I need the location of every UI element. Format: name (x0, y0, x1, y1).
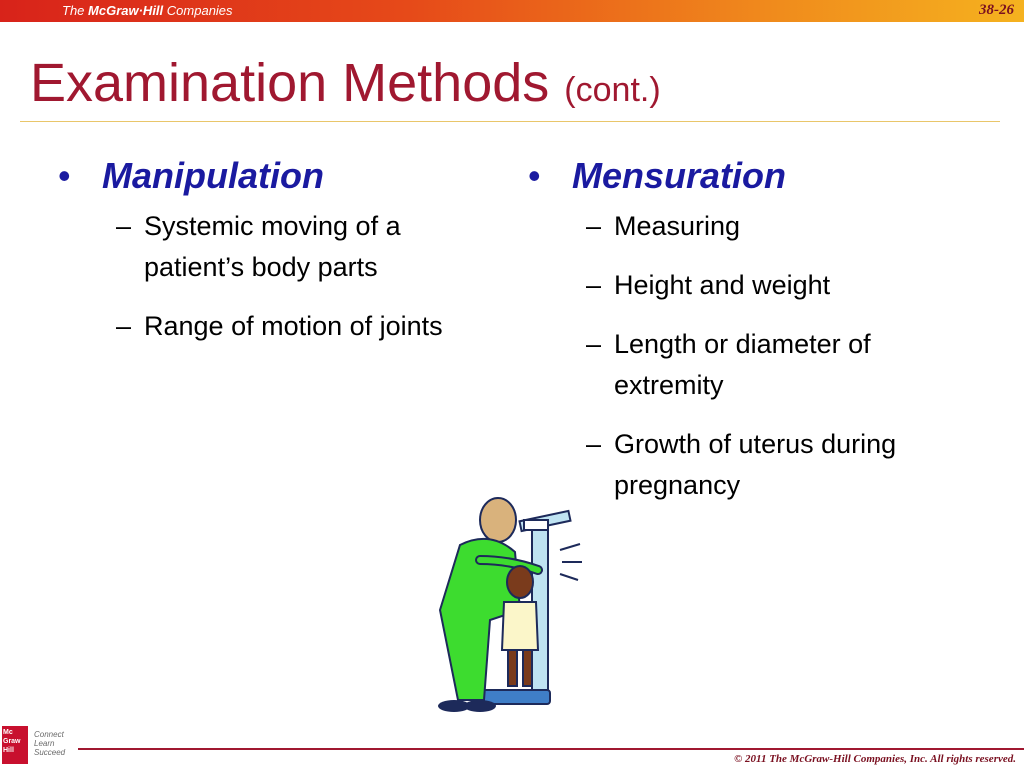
list-item: – Systemic moving of a patient’s body parts (116, 211, 401, 282)
right-heading-text: Mensuration (572, 155, 787, 196)
left-column (58, 154, 498, 365)
logo-line: Graw (3, 738, 21, 745)
brand-logo-text (62, 3, 233, 18)
left-subitems (58, 206, 498, 347)
list-item: – Height and weight (586, 270, 831, 300)
list-item: – Length or diameter of extremity (586, 329, 871, 400)
copyright-text: © 2011 The McGraw-Hill Companies, Inc. All rights reserved. (734, 753, 1016, 765)
mcgraw-hill-logo (2, 726, 28, 764)
brand-suffix: Companies (166, 3, 233, 18)
list-item-text: Measuring (614, 211, 741, 241)
title-main: Examination Methods (30, 53, 550, 113)
right-column (528, 154, 968, 524)
slide-number: 38-26 (979, 2, 1014, 18)
list-item-text: Range of motion of joints (144, 311, 443, 341)
bullet-icon: • (528, 155, 541, 196)
title-sub: (cont.) (564, 71, 661, 109)
left-heading (58, 154, 498, 198)
tagline-line: Learn (34, 739, 55, 748)
brand-prefix: The (62, 3, 85, 18)
brand-name: McGraw·Hill (88, 3, 164, 18)
list-item: – Growth of uterus during pregnancy (586, 429, 897, 500)
tagline (34, 730, 65, 757)
tagline-line: Succeed (34, 748, 66, 757)
logo-line: Mc (3, 729, 13, 736)
header-bar (0, 0, 1024, 22)
left-heading-text: Manipulation (102, 155, 324, 196)
footer-divider (78, 748, 1024, 750)
right-heading (528, 154, 968, 198)
list-item-text: Growth of uterus during pregnancy (614, 429, 897, 500)
list-item-text: Height and weight (614, 270, 831, 300)
tagline-line: Connect (34, 730, 64, 739)
list-item-text: Length or diameter of extremity (614, 329, 871, 400)
list-item: – Measuring (586, 211, 741, 241)
title-divider (20, 121, 1000, 122)
scale-measurement-illustration (420, 490, 590, 720)
slide-title (30, 52, 661, 114)
list-item: – Range of motion of joints (116, 311, 443, 341)
logo-line: Hill (3, 747, 14, 754)
bullet-icon: • (58, 155, 71, 196)
list-item-text: Systemic moving of a patient’s body parts (144, 211, 401, 282)
right-subitems (528, 206, 968, 506)
